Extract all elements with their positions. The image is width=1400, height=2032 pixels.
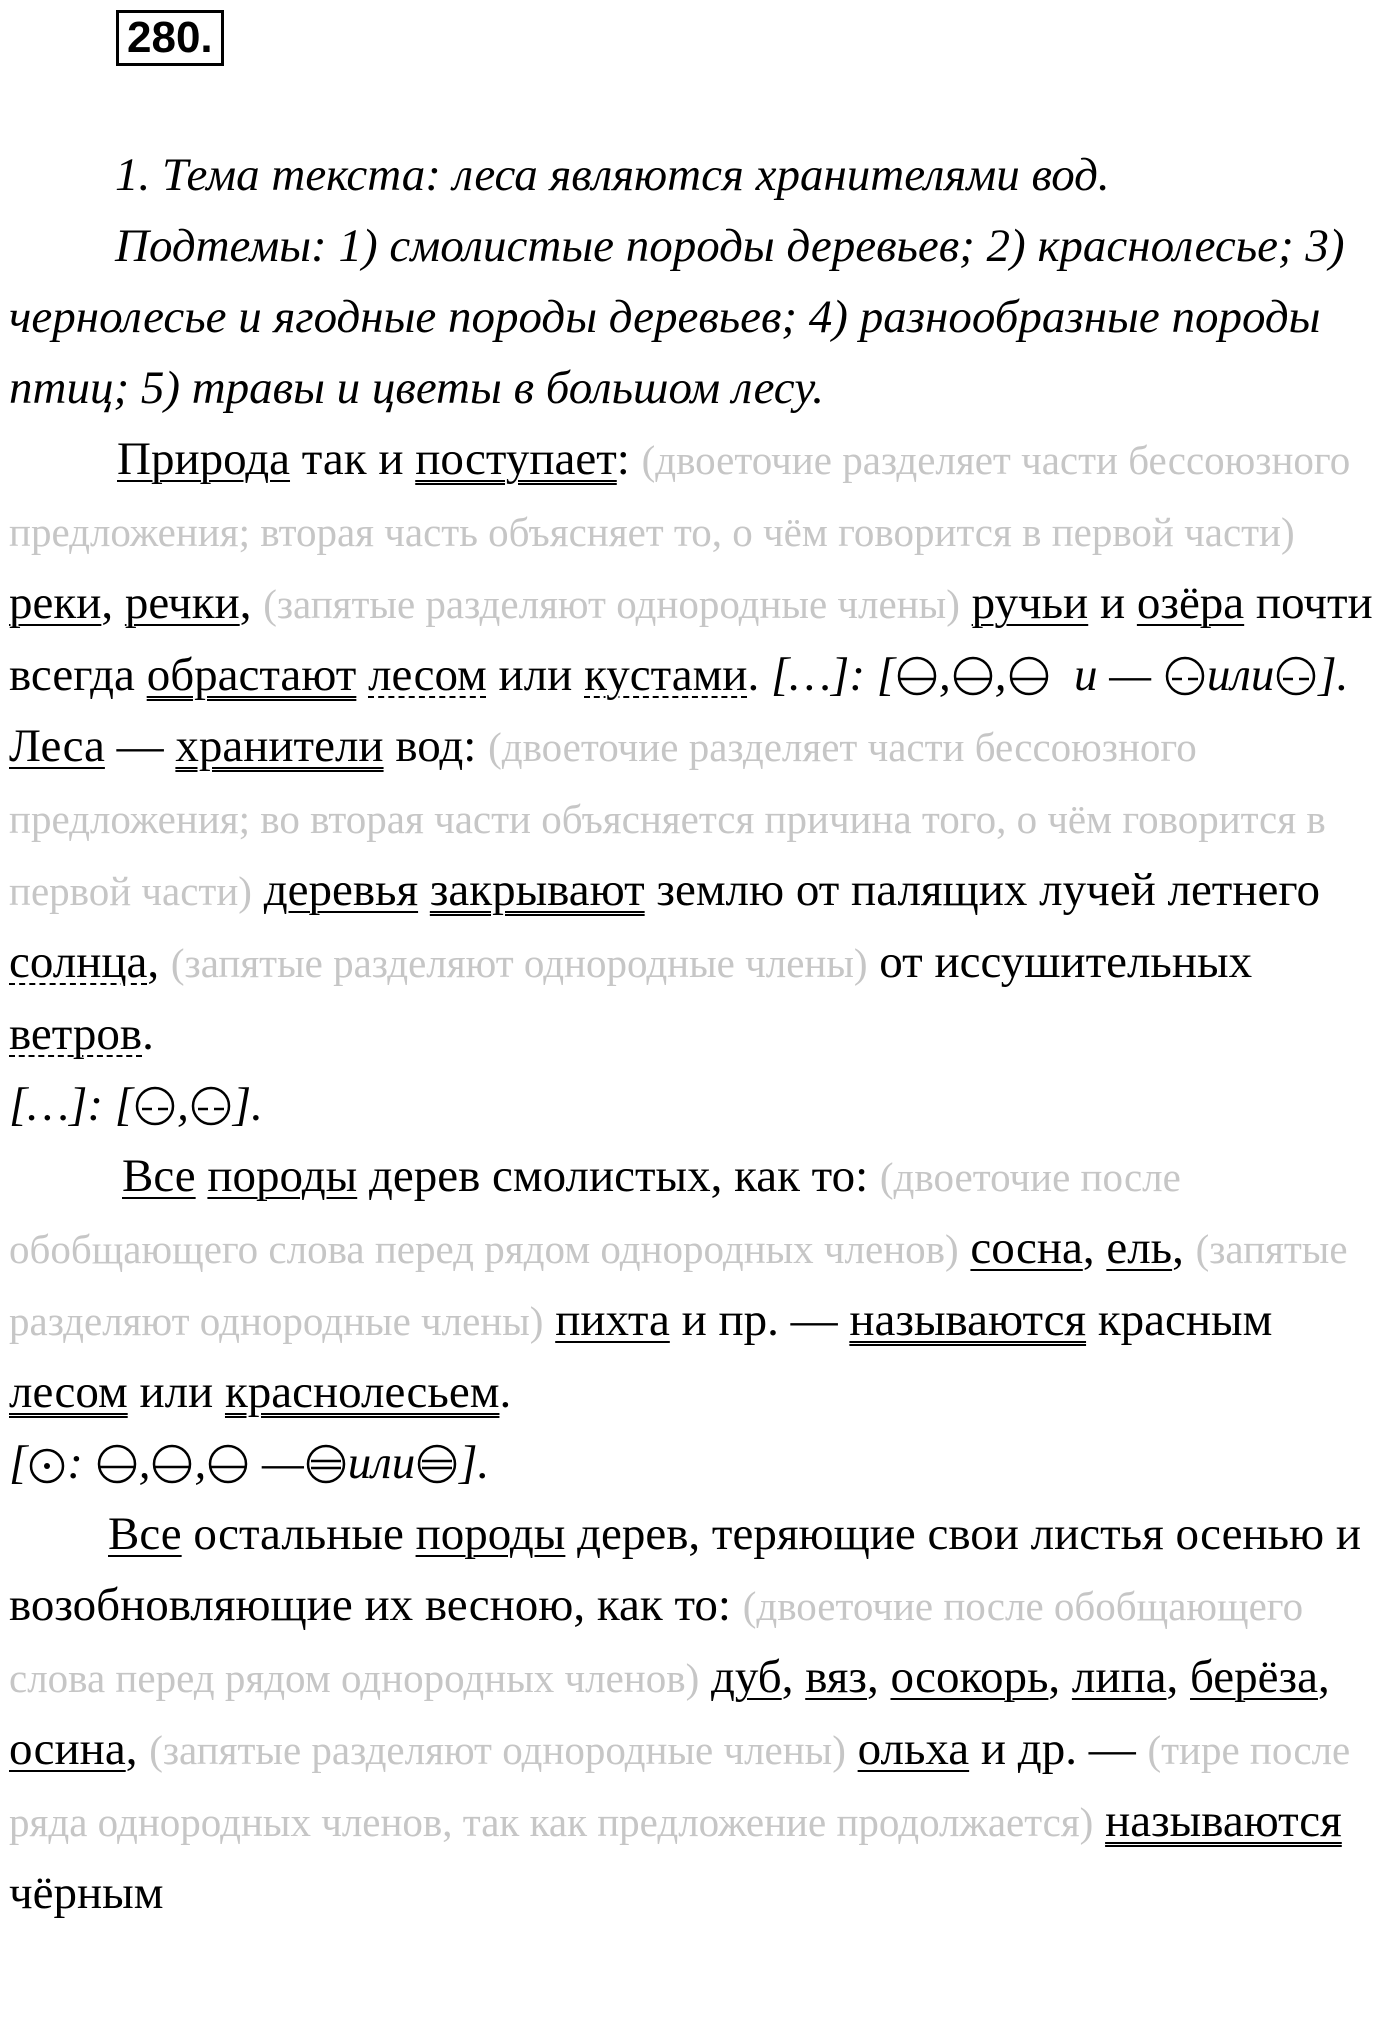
- scheme-text: ,: [138, 1437, 151, 1489]
- subject-word: Все: [108, 1508, 182, 1560]
- text-fragment: ,: [125, 1723, 150, 1775]
- text-fragment: ,: [1082, 1222, 1107, 1274]
- grey-comment: (запятые разделяют однородные члены): [9, 1226, 1348, 1344]
- subject-word: деревья: [263, 864, 419, 916]
- scheme-text: ].: [459, 1437, 490, 1489]
- predicate-word: закрывают: [429, 864, 645, 916]
- grey-comment: (запятые разделяют однородные члены): [149, 1727, 846, 1773]
- subject-word: породы: [415, 1508, 566, 1560]
- text-fragment: [1093, 1795, 1105, 1847]
- text-fragment: [543, 1294, 555, 1346]
- scheme-text: :: [67, 1437, 83, 1489]
- object-word: лесом: [368, 649, 487, 701]
- homogeneous-object-circle-icon: [189, 1084, 233, 1128]
- text-fragment: .: [499, 1366, 512, 1418]
- text-fragment: :: [616, 433, 642, 485]
- predicate-word: называются: [1105, 1795, 1342, 1847]
- scheme-text: ,: [194, 1437, 207, 1489]
- grey-comment: (тире после ряда однородных членов, так как предложение продолжается): [9, 1727, 1351, 1845]
- subject-word: липа: [1071, 1651, 1167, 1703]
- text-fragment: красным: [1086, 1294, 1273, 1346]
- homogeneous-subject-circle-icon: [1007, 654, 1051, 698]
- text-fragment: [252, 864, 264, 916]
- scheme-text: и —: [1074, 649, 1152, 701]
- predicate-word: лесом: [9, 1366, 128, 1418]
- homogeneous-predicate-circle-icon: [415, 1442, 459, 1486]
- scheme-text: ].: [232, 1079, 263, 1131]
- subject-word: сосна: [970, 1222, 1083, 1274]
- theme-line: 1. Тема текста: леса являются хранителями вод.: [115, 149, 1110, 201]
- subject-word: Леса: [9, 720, 105, 772]
- text-fragment: ,: [1317, 1651, 1330, 1703]
- homogeneous-subject-circle-icon: [895, 654, 939, 698]
- homogeneous-object-circle-icon: [1274, 654, 1318, 698]
- scheme-text: ].: [1318, 649, 1349, 701]
- predicate-word: поступает: [415, 433, 617, 485]
- object-word: солнца: [9, 936, 148, 988]
- grey-comment: (двоеточие разделяет части бессоюзного предложения; вторая часть объясняет то, о чём говорится в первой части): [9, 437, 1351, 555]
- text-fragment: ,: [1166, 1651, 1191, 1703]
- scheme-text: ,: [177, 1079, 189, 1131]
- predicate-word: обрастают: [146, 649, 357, 701]
- scheme-text: […]: [: [770, 649, 896, 701]
- text-fragment: [959, 1222, 971, 1274]
- grey-comment: (запятые разделяют однородные члены): [170, 940, 868, 986]
- text-fragment: [196, 1150, 208, 1202]
- text-fragment: или: [127, 1366, 225, 1418]
- text-fragment: так и: [290, 433, 416, 485]
- text-fragment: [846, 1723, 858, 1775]
- text-fragment: .: [142, 1008, 154, 1060]
- subject-word: Все: [122, 1150, 196, 1202]
- subject-word: берёза: [1190, 1651, 1318, 1703]
- subject-word: породы: [207, 1150, 358, 1202]
- text-fragment: ,: [239, 577, 264, 629]
- homogeneous-subject-circle-icon: [206, 1442, 250, 1486]
- subject-word: Природа: [117, 433, 291, 485]
- text-fragment: ,: [101, 577, 125, 629]
- subject-word: дуб: [710, 1651, 782, 1703]
- object-word: ветров: [9, 1008, 143, 1060]
- homogeneous-object-circle-icon: [1163, 654, 1207, 698]
- text-fragment: почти всегда: [9, 577, 1373, 701]
- predicate-word: называются: [849, 1294, 1087, 1346]
- text-fragment: ,: [147, 936, 171, 988]
- subthemes-paragraph: Подтемы: 1) смолистые породы деревьев; 2) краснолесье; 3) чернолесье и ягодные породы деревьев; 4) разнообразные породы птиц; 5) травы и цветы в большом лесу.: [9, 220, 1345, 414]
- text-fragment: или: [486, 649, 585, 701]
- grey-comment: (двоеточие после обобщающего слова перед рядом однородных членов): [9, 1583, 1304, 1701]
- text-fragment: и: [1088, 577, 1137, 629]
- text-fragment: чёрным: [9, 1867, 164, 1919]
- subject-word: вяз: [805, 1651, 867, 1703]
- scheme-text: ,: [994, 649, 1007, 701]
- subject-word: реки: [9, 577, 102, 629]
- subject-word: ель: [1106, 1222, 1173, 1274]
- text-fragment: [699, 1651, 711, 1703]
- homogeneous-predicate-circle-icon: [304, 1442, 348, 1486]
- homogeneous-subject-circle-icon: [95, 1442, 139, 1486]
- subject-word: пихта: [555, 1294, 670, 1346]
- subject-word: ольха: [857, 1723, 970, 1775]
- text-fragment: ,: [781, 1651, 806, 1703]
- text-fragment: [960, 577, 972, 629]
- document-body: [9, 140, 1394, 1929]
- sentence-3-paragraph: [9, 1141, 1394, 1499]
- text-fragment: .: [747, 649, 771, 701]
- generalizing-word-circle-icon: [27, 1446, 67, 1486]
- text-fragment: и др. —: [969, 1723, 1148, 1775]
- subject-word: ручьи: [971, 577, 1089, 629]
- text-fragment: от иссушительных: [867, 936, 1253, 988]
- scheme-text: или: [347, 1437, 416, 1489]
- scheme-text: ,: [939, 649, 951, 701]
- sentence-4-paragraph: [9, 1499, 1394, 1929]
- predicate-word: краснолесьем: [224, 1366, 500, 1418]
- sentence-scheme: [9, 1437, 489, 1489]
- sentence-1-paragraph: [9, 424, 1394, 711]
- text-fragment: [356, 649, 368, 701]
- text-fragment: дерев, теряющие свои листья осенью и возобновляющие их весною, как то:: [9, 1508, 1362, 1631]
- subject-word: речки: [124, 577, 240, 629]
- text-fragment: —: [104, 720, 176, 772]
- sentence-scheme: [9, 1079, 263, 1131]
- grey-comment: (двоеточие разделяет части бессоюзного предложения; во вторая части объясняется причина того, о чём говорится в первой части): [9, 724, 1326, 914]
- sentence-scheme: [771, 649, 1348, 701]
- subject-word: озёра: [1136, 577, 1245, 629]
- text-fragment: землю от палящих лучей летнего: [644, 864, 1320, 916]
- text-fragment: ,: [1172, 1222, 1196, 1274]
- homogeneous-subject-circle-icon: [951, 654, 995, 698]
- grey-comment: (запятые разделяют однородные члены): [263, 581, 960, 627]
- scheme-text: […]: [: [9, 1079, 134, 1131]
- text-fragment: ,: [1048, 1651, 1072, 1703]
- text-fragment: дерев смолистых, как то:: [357, 1150, 880, 1202]
- subject-word: осина: [9, 1723, 126, 1775]
- homogeneous-object-circle-icon: [133, 1084, 177, 1128]
- scheme-text: или: [1206, 649, 1275, 701]
- sentence-2-paragraph: [9, 711, 1394, 1141]
- text-fragment: остальные: [181, 1508, 416, 1560]
- object-word: кустами: [584, 649, 748, 701]
- subject-word: осокорь: [890, 1651, 1049, 1703]
- text-fragment: и пр. —: [669, 1294, 850, 1346]
- homogeneous-subject-circle-icon: [150, 1442, 194, 1486]
- scheme-text: —: [261, 1437, 304, 1489]
- exercise-number: 280.: [116, 10, 224, 66]
- grey-comment: (двоеточие после обобщающего слова перед рядом однородных членов): [9, 1154, 1181, 1272]
- predicate-word: хранители: [175, 720, 384, 772]
- text-fragment: вод:: [383, 720, 489, 772]
- scheme-text: [: [9, 1437, 28, 1489]
- text-fragment: ,: [866, 1651, 891, 1703]
- text-fragment: [418, 864, 430, 916]
